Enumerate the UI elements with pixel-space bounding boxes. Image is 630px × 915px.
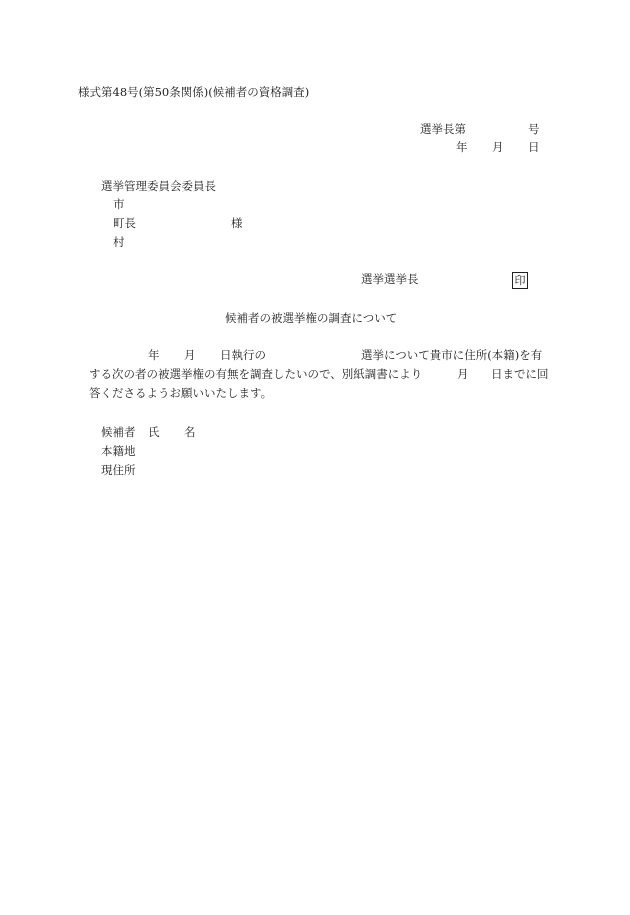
candidate-address: 現住所 [101,463,136,477]
candidate-name-2: 名 [184,425,196,439]
date-year: 年 [456,140,468,154]
body-line2-text: する次の者の被選挙権の有無を調査したいので、別紙調書により [89,367,423,381]
addressee-title: 選挙管理委員会委員長 [101,179,216,193]
body-line1-day-exec: 日執行の [220,348,266,362]
doc-number-suffix: 号 [528,122,540,136]
body-line1-text: 選挙について貴市に住所(本籍)を有 [361,348,543,362]
addressee-village: 村 [113,235,125,249]
date-day: 日 [528,140,540,154]
candidate-domicile: 本籍地 [101,444,136,458]
subject-heading: 候補者の被選挙権の調査について [225,311,398,325]
seal-stamp: 印 [512,272,528,289]
addressee-town-chief: 町長 [113,216,136,230]
doc-number-prefix: 選挙長第 [420,122,466,136]
date-month: 月 [492,140,504,154]
body-line2-tail: 日までに回 [491,367,549,381]
body-line2-month: 月 [457,367,469,381]
addressee-honorific: 様 [231,216,243,230]
candidate-name-1: 氏 [148,425,160,439]
body-line1-year: 年 [148,348,160,362]
addressee-city: 市 [113,197,125,211]
body-line1-month: 月 [184,348,196,362]
form-title: 様式第48号(第50条関係)(候補者の資格調査) [78,85,310,99]
sender-title: 選挙選挙長 [361,272,419,286]
body-line3-text: 答くださるようお願いいたします。 [89,386,273,400]
candidate-label: 候補者 [101,425,136,439]
